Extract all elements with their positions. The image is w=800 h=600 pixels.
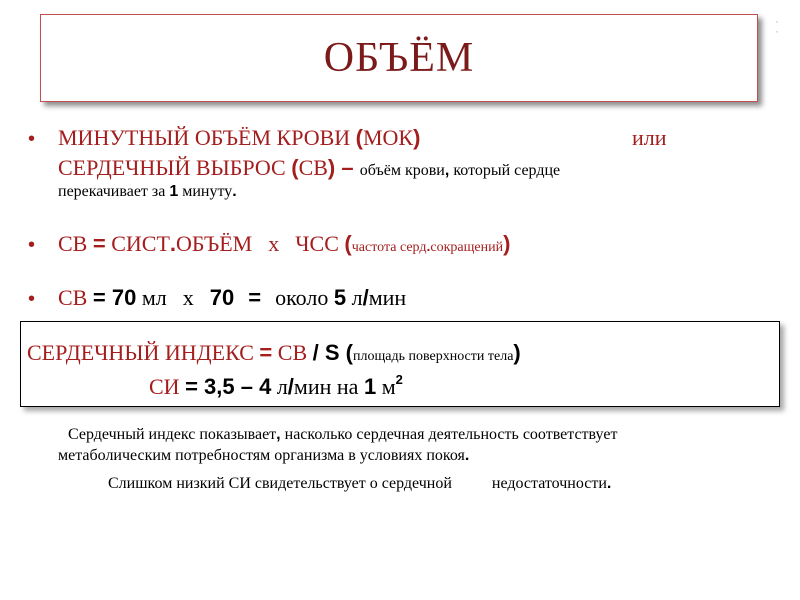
min-unit: мин на (293, 374, 364, 399)
sv-abbr: СВ (298, 155, 328, 180)
desc-text: перекачивает за (58, 183, 170, 200)
paren: ( (344, 231, 352, 256)
title-box (40, 14, 758, 102)
multiply-sign: х (182, 285, 194, 310)
number-seventy: 70 (105, 285, 137, 310)
si-abbr: СИ (149, 374, 186, 399)
si-range: 3,5 – 4 (197, 374, 272, 399)
paren: ( (291, 155, 299, 180)
chss-abbr: ЧСС (295, 231, 345, 256)
bullet-1-line-1 (58, 125, 420, 151)
min-unit: мин (368, 285, 407, 310)
dash: – (335, 155, 360, 180)
period: . (426, 238, 431, 254)
freq-text: частота серд (351, 240, 427, 255)
mok-abbr: МОК (362, 125, 414, 150)
paren: ( (355, 125, 363, 150)
okolo-text: около (275, 285, 334, 310)
number-seventy: 70 (209, 285, 235, 310)
equals-sign: = (185, 374, 198, 399)
paren: ) (513, 340, 521, 365)
period: . (464, 447, 470, 464)
cardiac-index-formula (27, 340, 521, 366)
desc-text: объём крови (359, 162, 445, 179)
slash: / (287, 374, 294, 399)
freq-text: сокращений (430, 240, 504, 255)
equals-sign: = (92, 231, 106, 256)
paragraph-line-2 (58, 447, 469, 465)
sv-abbr: СВ (58, 231, 93, 256)
squared-exponent: 2 (395, 371, 403, 387)
sv-abbr: СВ (58, 285, 93, 310)
multiply-sign: х (268, 231, 280, 256)
number-five: 5 (333, 285, 347, 310)
bullet-marker: • (28, 288, 36, 310)
bullet-marker: • (28, 234, 36, 256)
para-text: метаболическим потребностям организма в условиях покоя (58, 447, 465, 464)
s-symbol: S (318, 340, 346, 365)
cardiac-index-label: СЕРДЕЧНЫЙ ИНДЕКС (27, 340, 260, 365)
bullet-3-line (58, 285, 406, 311)
number-one: 1 (169, 183, 179, 200)
slide-title: ОБЪЁМ (323, 35, 475, 81)
meter-unit: м (376, 374, 396, 399)
paren: ) (327, 155, 336, 180)
comma: , (444, 162, 450, 179)
bullet-1-line-3 (58, 183, 237, 201)
comma: , (276, 426, 281, 443)
slash: / (312, 340, 319, 365)
para-text: насколько сердечная деятельность соответствует (280, 426, 618, 443)
bullet-marker: • (28, 128, 36, 150)
minute-volume-text: МИНУТНЫЙ ОБЪЁМ КРОВИ (58, 125, 356, 150)
obem-text: ОБЪЁМ (176, 231, 253, 256)
decoration-mark: · · (775, 14, 779, 38)
slash: / (362, 285, 369, 310)
bullet-1-ili (632, 125, 667, 151)
sist-text: СИСТ (105, 231, 170, 256)
para-text: Сердечный индекс показывает (68, 426, 277, 443)
ml-unit: мл (136, 285, 167, 310)
desc-text: минуту (178, 183, 233, 200)
para-text: недостаточности (491, 475, 607, 492)
liter-unit: л (346, 285, 363, 310)
period: . (606, 475, 612, 492)
cardiac-output-text: СЕРДЕЧНЫЙ ВЫБРОС (58, 155, 292, 180)
desc-text: который сердце (449, 162, 561, 179)
equals-sign: = (92, 285, 106, 310)
area-text: площадь поверхности тела (353, 349, 514, 364)
paren: ) (503, 231, 511, 256)
liter-unit: л (271, 374, 288, 399)
para-text: Слишком низкий СИ свидетельствует о сердечной (108, 475, 452, 492)
cardiac-index-box (20, 321, 780, 407)
paragraph-line-3 (108, 475, 611, 493)
paren: ) (413, 125, 421, 150)
ili-word: или (632, 125, 667, 150)
equals-sign: = (248, 285, 262, 310)
equals-sign: = (259, 340, 273, 365)
bullet-1-line-2 (58, 155, 560, 181)
number-one: 1 (363, 374, 377, 399)
paren: ( (345, 340, 353, 365)
period: . (169, 231, 177, 256)
bullet-2-line (58, 231, 510, 257)
cardiac-index-value (149, 371, 403, 400)
sv-abbr: СВ (272, 340, 313, 365)
paragraph-line-1 (68, 426, 617, 444)
period: . (232, 183, 237, 200)
